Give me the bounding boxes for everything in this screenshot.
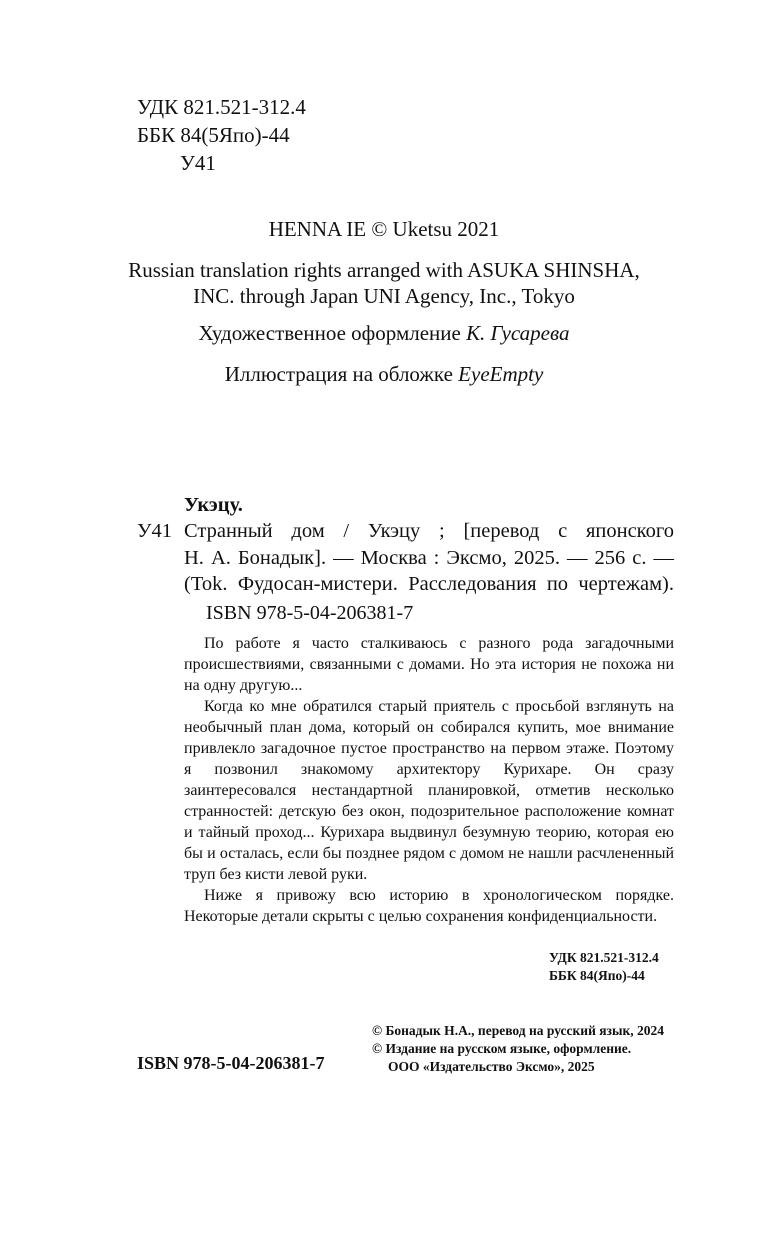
copyright-translation: © Бонадык Н.А., перевод на русский язык, 2024 [372,1023,665,1038]
publisher-line: ООО «Издательство Эксмо», 2025 [388,1059,595,1074]
annotation-paragraph: Ниже я привожу всю историю в хронологическом порядке. Некоторые детали скрыты с целью сохранения конфиденциальности. [184,887,674,925]
bib-line-1: Странный дом / Укэцу ; [перевод с японского [184,520,674,542]
annotation-paragraph: По работе я часто сталкиваюсь с разного рода загадочными происшествиями, связанными с домами. Но эта история не похожа ни на одну другую... [184,635,674,694]
cover-illustration-name: EyeEmpty [458,362,544,386]
bbk-small: ББК 84(Япо)-44 [549,968,645,983]
annotation [184,633,674,927]
design-label: Художественное оформление [198,321,461,345]
annotation-paragraph: Когда ко мне обратился старый приятель с просьбой взглянуть на необычный план дома, который он собирался купить, мое внимание привлекло загадочное пустое пространство на первом этаже. Поэтому я позвонил знакомому архитектору Курихаре. Он сразу заинтересовался нестандартной планировкой, отметив несколько странностей: детскую без окон, подозрительное расположение комнат и тайный проход... Курихара выдвинул безумную теорию, которая ею бы и осталась, если бы позднее рядом с домом не нашли расчлененный труп без кисти левой руки. [184,698,674,883]
rights-line-1: Russian translation rights arranged with ASUKA SHINSHA, [128,258,640,282]
original-copyright: HENNA IE © Uketsu 2021 [268,217,500,241]
footer-isbn: ISBN 978-5-04-206381-7 [137,1053,325,1073]
bib-mark: У41 [137,520,173,542]
bib-line-2: Н. А. Бонадык]. — Москва : Эксмо, 2025. — 256 с. — [184,547,674,569]
rights-line-2: INC. through Japan UNI Agency, Inc., Tokyo [193,284,575,308]
author-heading: Укэцу. [184,494,243,516]
design-name: К. Гусарева [466,321,570,345]
cover-illustration-label: Иллюстрация на обложке [224,362,453,386]
design-credit [0,319,768,347]
copyright-edition: © Издание на русском языке, оформление. [372,1041,632,1056]
bib-isbn: ISBN 978-5-04-206381-7 [206,602,414,624]
udk-code: УДК 821.521-312.4 [137,95,306,119]
bib-line-3: (Tok. Фудосан-мистери. Расследования по чертежам). [184,573,674,595]
udk-small: УДК 821.521-312.4 [549,950,659,965]
bbk-code: ББК 84(5Япо)-44 [137,123,290,147]
cover-illustration-credit [0,360,768,388]
author-mark: У41 [180,151,216,175]
